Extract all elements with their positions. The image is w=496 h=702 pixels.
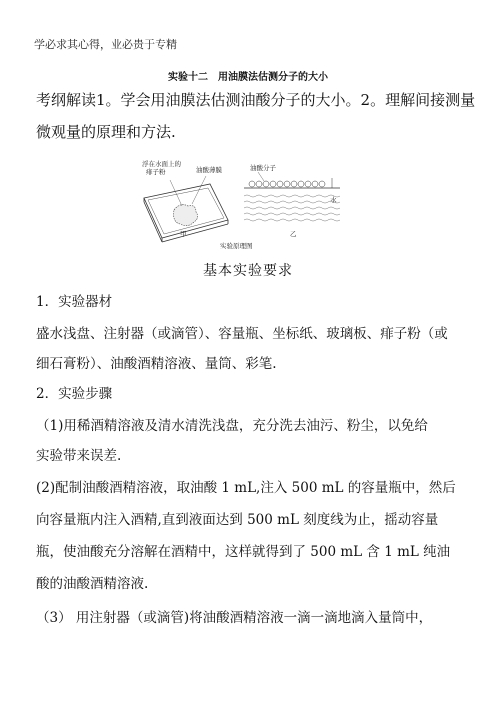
step2-line1: (2)配制油酸酒精溶液，取油酸 1 mL,注入 500 mL 的容量瓶中，然后 <box>36 480 456 496</box>
experiment-principle-figure <box>140 158 346 254</box>
exam-reading-line1: 考纲解读1。学会用油膜法估测油酸分子的大小。2。理解间接测量 <box>36 91 476 109</box>
label-powder: 浮在水面上的 <box>142 160 181 168</box>
equipment-line1: 盛水浅盘、注射器（或滴管）、容量瓶、坐标纸、玻璃板、痱子粉（或 <box>36 326 448 342</box>
step3-line1: （3） 用注射器（或滴管)将油酸酒精溶液一滴一滴地滴入量筒中， <box>36 610 433 626</box>
figure-caption: 实验原理图 <box>220 242 253 250</box>
label-b: 乙 <box>290 230 297 238</box>
label-molecule: 油酸分子 <box>250 164 276 172</box>
experiment-title: 实验十二 用油膜法估测分子的大小 <box>168 72 328 83</box>
exam-reading-line2: 微观量的原理和方法. <box>36 123 176 141</box>
header-note: 学必求其心得，业必贵于专精 <box>34 38 177 51</box>
step2-line4: 酸的油酸酒精溶液. <box>36 576 149 592</box>
label-water: 水 <box>330 196 337 204</box>
equipment-line2: 细石膏粉）、油酸酒精溶液、量筒、彩笔. <box>36 356 277 372</box>
step2-line2: 向容量瓶内注入酒精,直到液面达到 500 mL 刻度线为止，摇动容量 <box>36 512 439 528</box>
step1-line1: （1)用稀酒精溶液及清水清洗浅盘，充分洗去油污、粉尘，以免给 <box>36 418 428 434</box>
step2-line3: 瓶，使油酸充分溶解在酒精中，这样就得到了 500 mL 含 1 mL 纯油 <box>36 544 451 560</box>
section-title: 基本实验要求 <box>203 263 293 279</box>
molecule-diagram <box>244 172 340 221</box>
label-powder-line2: 痱子粉 <box>146 168 166 176</box>
heading-equipment: 1．实验器材 <box>36 294 113 310</box>
heading-steps: 2．实验步骤 <box>36 386 113 402</box>
step1-line2: 实验带来误差. <box>36 448 122 464</box>
label-film: 油酸薄膜 <box>196 166 222 174</box>
label-a: 甲 <box>180 230 187 238</box>
